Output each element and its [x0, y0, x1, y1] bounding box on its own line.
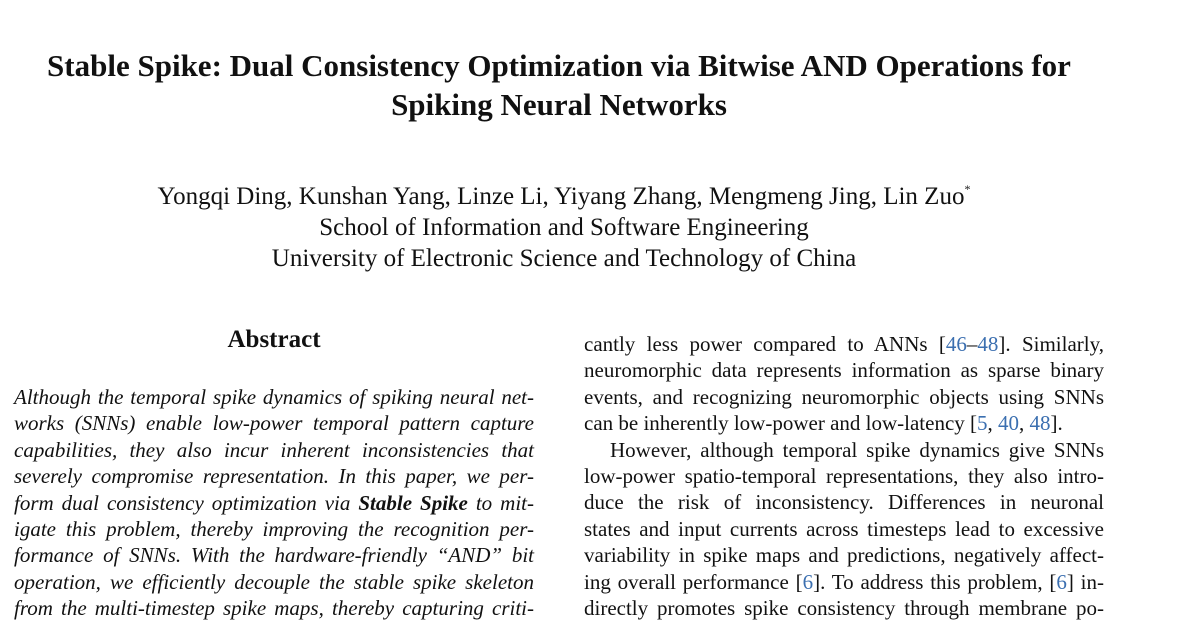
paper-title — [0, 46, 1118, 124]
citation-link[interactable]: 48 — [1029, 411, 1051, 436]
intro-text: ] in- — [1066, 569, 1104, 594]
intro-line: low-power spatio-temporal representations, they also intro- — [584, 464, 1104, 489]
intro-text: cantly less power compared to ANNs [ — [584, 332, 946, 356]
author-list — [0, 174, 1128, 212]
citation-link[interactable]: 40 — [998, 411, 1020, 436]
abstract-line: operation, we efficiently decouple the stable spike skeleton — [14, 569, 534, 594]
intro-line: states and input currents across timesteps lead to excessive — [584, 516, 1104, 541]
abstract-line — [14, 490, 534, 516]
intro-line — [584, 569, 1104, 595]
intro-text: , — [1019, 411, 1030, 436]
abstract-line: igate this problem, thereby improving the recognition per- — [14, 517, 534, 542]
intro-text: , — [987, 411, 999, 436]
abstract-line: severely compromise representation. In this paper, we per- — [14, 464, 534, 489]
citation-link[interactable]: 6 — [1056, 569, 1067, 594]
intro-line: However, although temporal spike dynamics give SNNs — [610, 437, 1104, 462]
title-line-1: Stable Spike: Dual Consistency Optimization via Bitwise AND Operations for — [47, 48, 1071, 83]
intro-text: ing overall performance [ — [584, 569, 803, 594]
intro-line: duce the risk of inconsistency. Differences in neuronal — [584, 490, 1104, 515]
title-line-2: Spiking Neural Networks — [391, 87, 727, 122]
intro-body — [584, 331, 1104, 621]
intro-text: – — [966, 332, 978, 356]
intro-text: ]. To address this problem, [ — [813, 569, 1057, 594]
intro-line — [584, 331, 1104, 357]
intro-line: neuromorphic data represents information as sparse binary — [584, 358, 1104, 383]
abstract-body — [14, 384, 534, 622]
intro-line: directly promotes spike consistency through membrane po- — [584, 596, 1104, 621]
intro-line: events, and recognizing neuromorphic objects using SNNs — [584, 384, 1104, 409]
abstract-line: capabilities, they also incur inherent inconsistencies that — [14, 437, 534, 462]
intro-line — [584, 410, 1104, 436]
abstract-text: form dual consistency optimization via — [14, 490, 359, 515]
abstract-line: works (SNNs) enable low-power temporal pattern capture — [14, 411, 534, 436]
abstract-line: Although the temporal spike dynamics of spiking neural net- — [14, 385, 534, 409]
corresponding-author-mark: * — [964, 182, 971, 196]
abstract-line: formance of SNNs. With the hardware-friendly “AND” bit — [14, 543, 534, 568]
author-names: Yongqi Ding, Kunshan Yang, Linze Li, Yiyang Zhang, Mengmeng Jing, Lin Zuo — [157, 183, 965, 210]
abstract-heading: Abstract — [227, 326, 321, 353]
intro-text: ]. Similarly, — [998, 332, 1104, 356]
affiliation-university: University of Electronic Science and Technology of China — [271, 245, 857, 272]
intro-text: can be inherently low-power and low-latency [ — [584, 411, 978, 436]
author-block — [0, 174, 1128, 274]
citation-link[interactable]: 46 — [945, 332, 967, 356]
abstract-text: to mit- — [467, 490, 534, 515]
affiliation-school: School of Information and Software Engineering — [319, 214, 809, 241]
intro-line: variability in spike maps and predictions, negatively affect- — [584, 543, 1104, 568]
intro-text: ]. — [1050, 411, 1063, 436]
citation-link[interactable]: 48 — [977, 332, 999, 356]
abstract-line: from the multi-timestep spike maps, thereby capturing criti- — [14, 596, 534, 621]
method-name: Stable Spike — [358, 490, 468, 515]
citation-link[interactable]: 6 — [802, 569, 814, 594]
citation-link[interactable]: 5 — [977, 411, 988, 436]
